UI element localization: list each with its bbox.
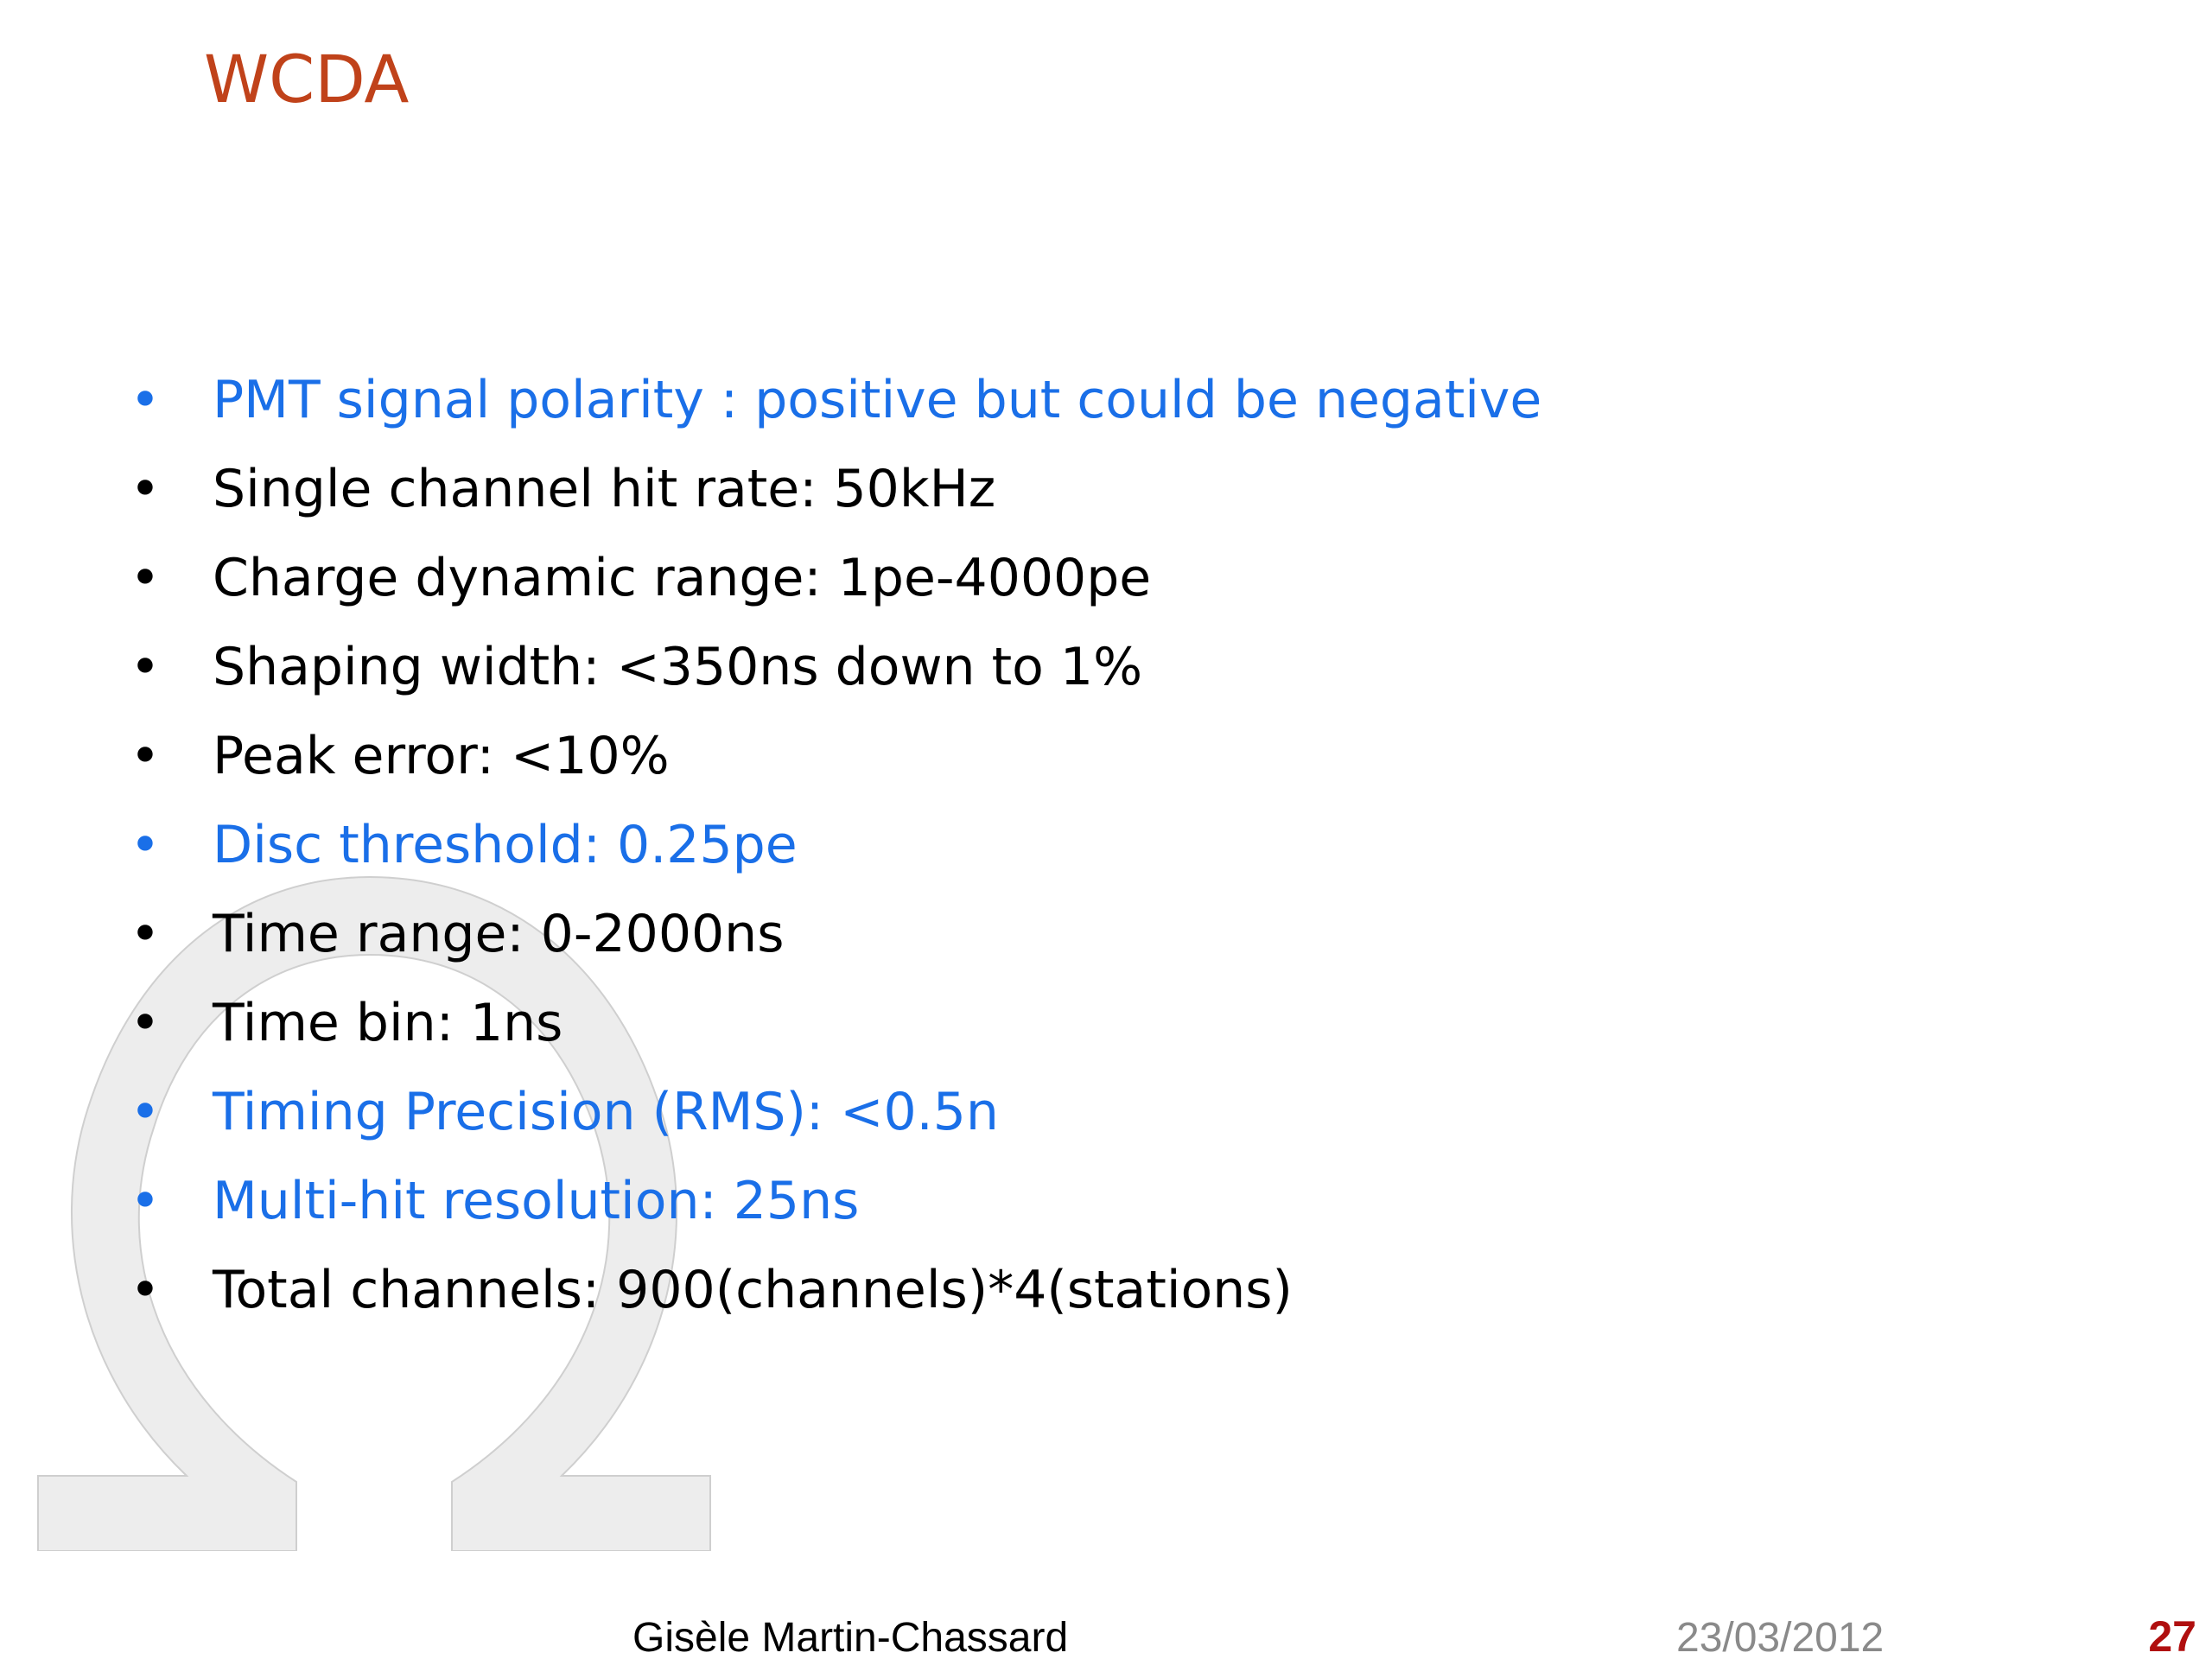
bullet-dot: • (130, 548, 161, 608)
bullet-dot: • (130, 1171, 161, 1231)
bullet-text: Time range: 0-2000ns (213, 904, 785, 964)
page-number: 27 (2148, 1612, 2196, 1659)
footer-author: Gisèle Martin-Chassard (632, 1615, 1069, 1659)
bullet-text: Shaping width: <350ns down to 1% (213, 637, 1143, 697)
bullet-dot: • (130, 815, 161, 875)
bullet-text: Total channels: 900(channels)*4(stations) (213, 1260, 1293, 1320)
bullet-text: Disc threshold: 0.25pe (213, 815, 798, 875)
bullet-text: Timing Precision (RMS): <0.5n (213, 1082, 999, 1142)
bullet-dot: • (130, 370, 161, 430)
slide-title: WCDA (204, 41, 410, 118)
bullet-text: Peak error: <10% (213, 726, 670, 786)
bullet-dot: • (130, 1082, 161, 1142)
bullet-dot: • (130, 726, 161, 786)
bullet-text: Single channel hit rate: 50kHz (213, 459, 996, 519)
bullet-dot: • (130, 459, 161, 519)
bullet-text: Multi-hit resolution: 25ns (213, 1171, 860, 1231)
bullet-dot: • (130, 1260, 161, 1320)
bullet-text: Charge dynamic range: 1pe-4000pe (213, 548, 1152, 608)
bullet-dot: • (130, 904, 161, 964)
bullet-dot: • (130, 637, 161, 697)
footer-date: 23/03/2012 (1676, 1615, 1885, 1659)
bullet-text: PMT signal polarity : positive but could be negative (213, 370, 1542, 430)
bullet-text: Time bin: 1ns (213, 993, 563, 1053)
bullet-dot: • (130, 993, 161, 1053)
